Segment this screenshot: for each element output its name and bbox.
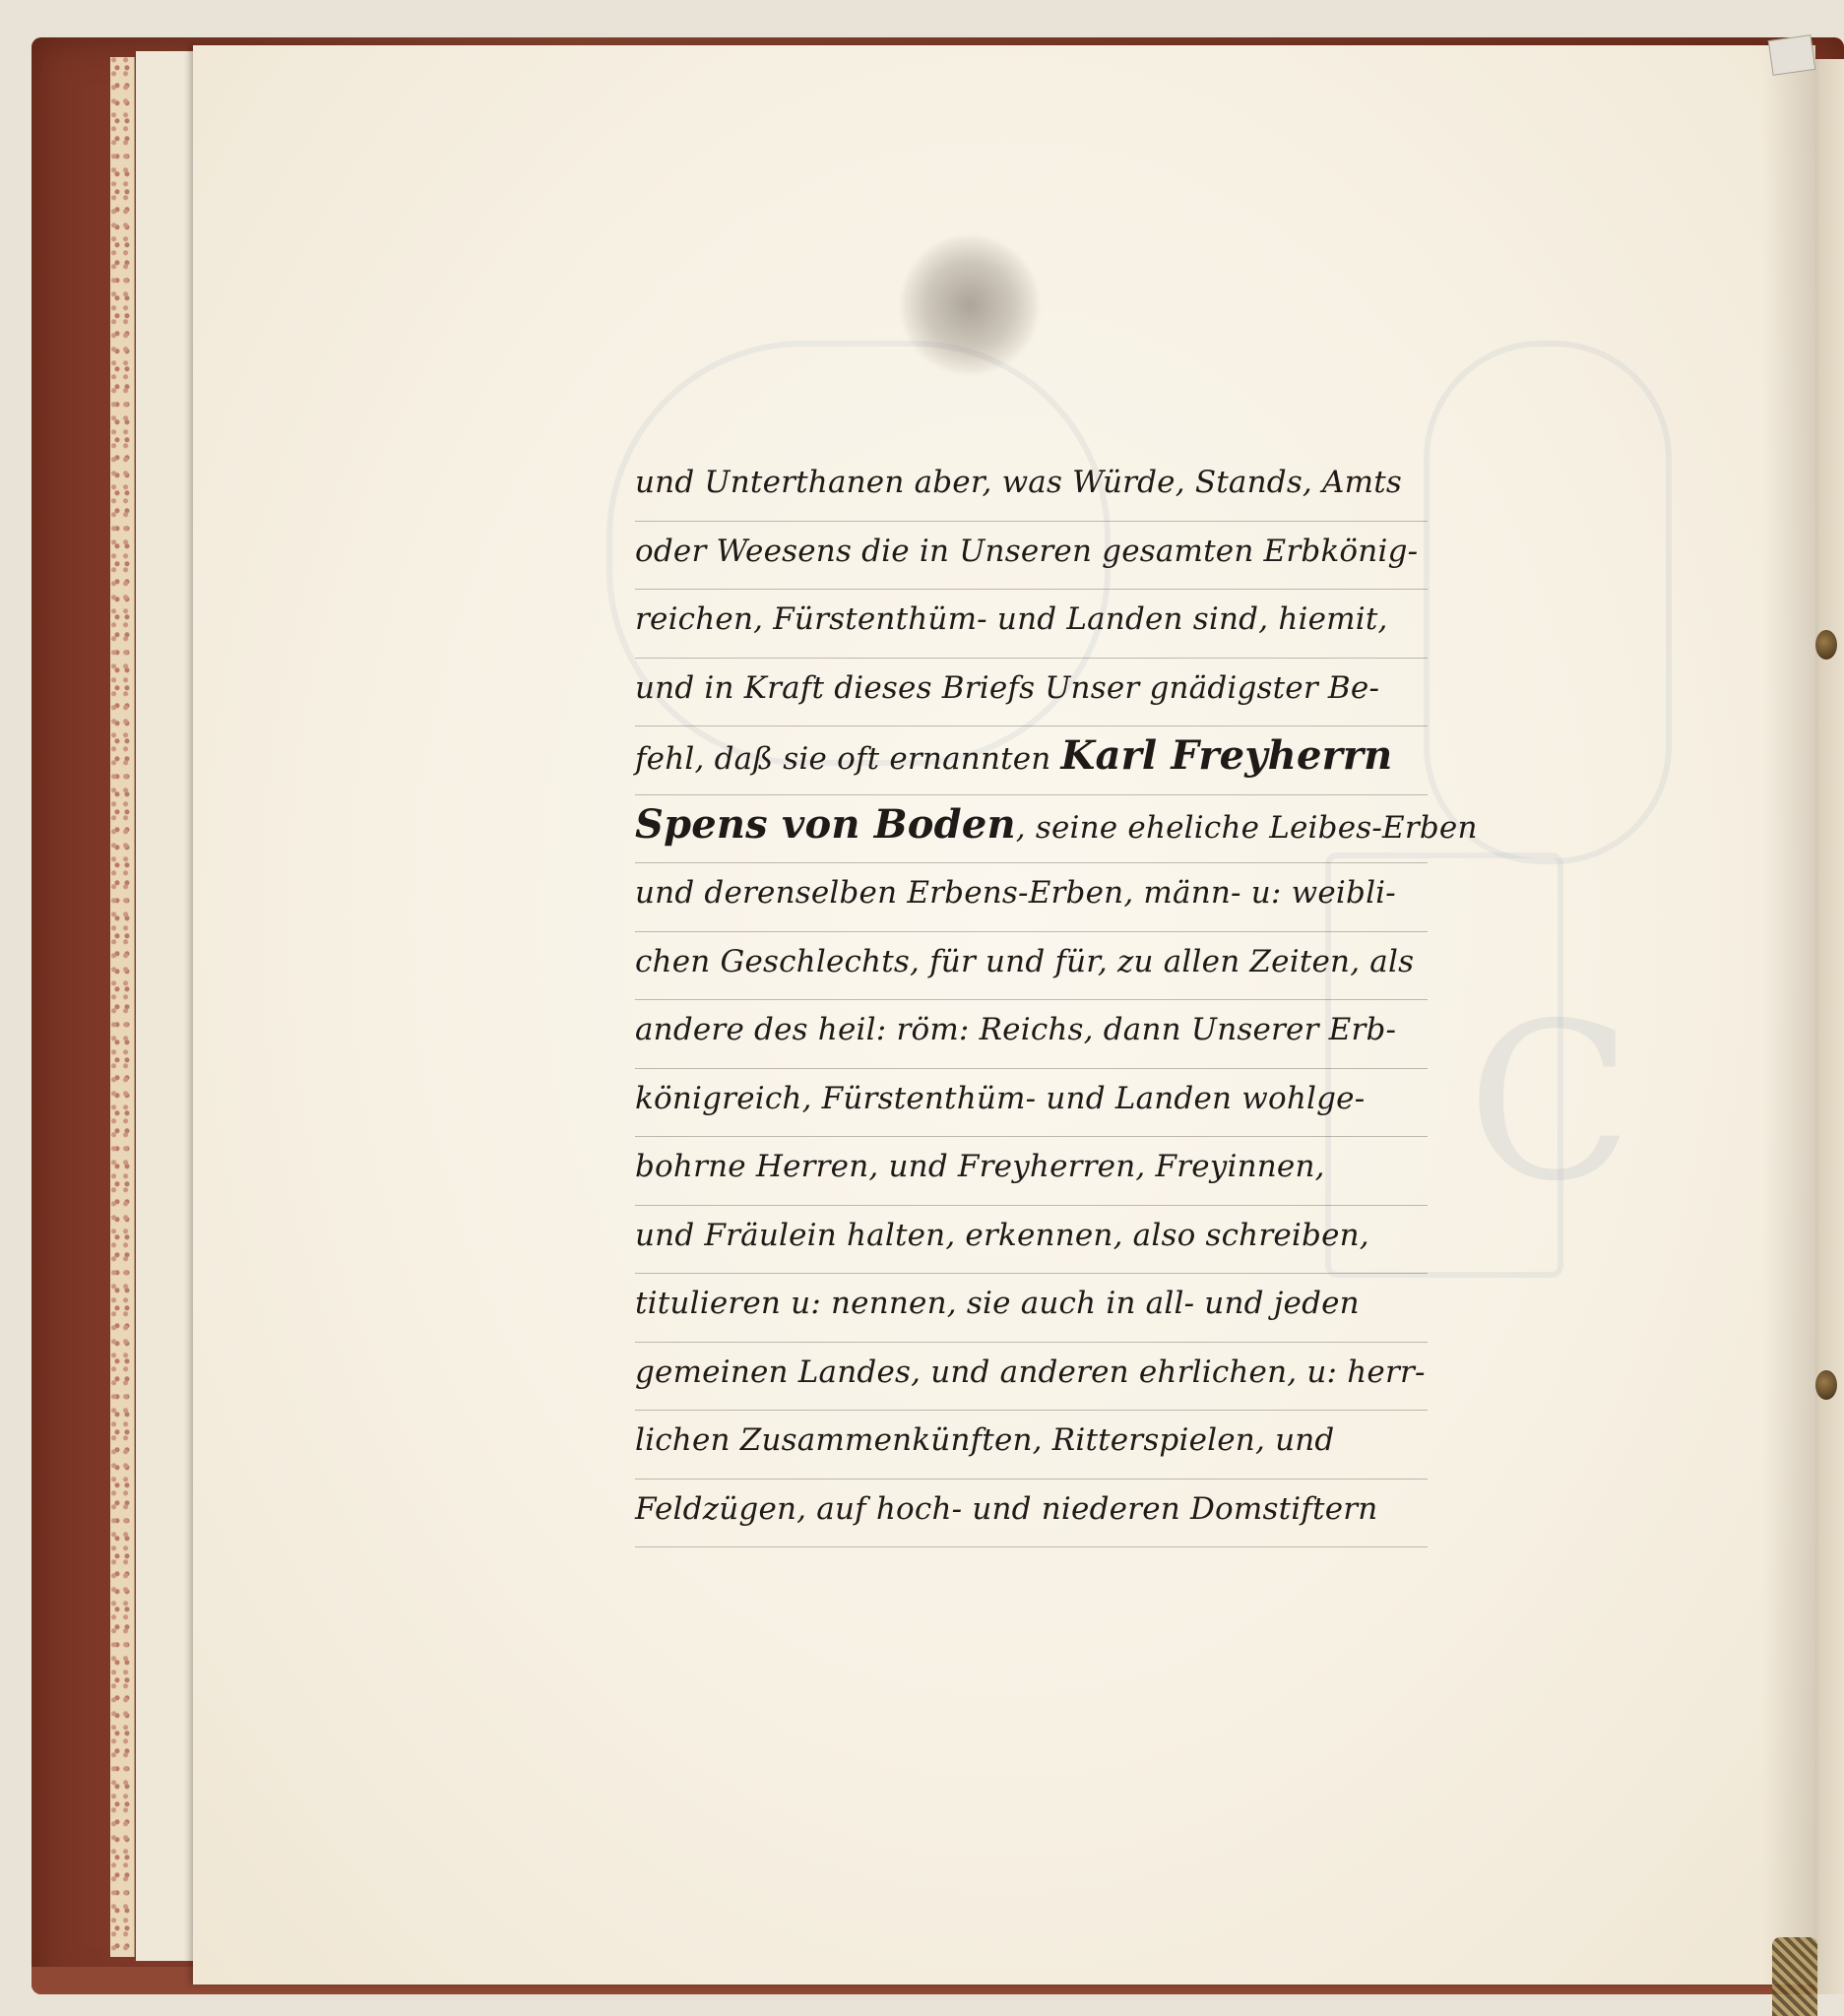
text-line: bohrne Herren, und Freyherren, Freyinnen, bbox=[635, 1137, 1428, 1206]
text-line: chen Geschlechts, für und für, zu allen Zeiten, als bbox=[635, 932, 1428, 1001]
text-line: andere des heil: röm: Reichs, dann Unserer Erb- bbox=[635, 1000, 1428, 1069]
manuscript-text-block bbox=[635, 453, 1478, 1547]
facing-page-edge bbox=[1815, 59, 1844, 1994]
page-gutter-shadow bbox=[1762, 45, 1815, 1984]
text-line: gemeinen Landes, und anderen ehrlichen, u: herr- bbox=[635, 1343, 1428, 1412]
text-line: und Fräulein halten, erkennen, also schreiben, bbox=[635, 1206, 1428, 1275]
bleed-through-initial-icon: C bbox=[1467, 976, 1633, 1228]
name-karl-freyherrn: Karl Freyherrn bbox=[1060, 732, 1393, 779]
text-line-part: , seine eheliche Leibes-Erben bbox=[1015, 809, 1478, 846]
ink-stain bbox=[901, 236, 1039, 374]
page-edge bbox=[156, 51, 170, 1961]
name-spens-von-boden: Spens von Boden bbox=[635, 800, 1016, 848]
text-line bbox=[635, 795, 1478, 864]
text-line: reichen, Fürstenthüm- und Landen sind, hiemit, bbox=[635, 590, 1428, 659]
text-line: oder Weesens die in Unseren gesamten Erbkönig- bbox=[635, 522, 1428, 591]
clasp-icon bbox=[1815, 630, 1837, 660]
page-edge bbox=[136, 51, 157, 1961]
bookmark-ribbon bbox=[1772, 1937, 1817, 2016]
text-line: lichen Zusammenkünften, Ritterspielen, und bbox=[635, 1411, 1428, 1480]
text-line-part: fehl, daß sie oft ernannten bbox=[635, 741, 1051, 777]
corner-tab bbox=[1768, 34, 1816, 76]
text-line: und in Kraft dieses Briefs Unser gnädigster Be- bbox=[635, 659, 1428, 727]
text-line: und derenselben Erbens-Erben, männ- u: weibli- bbox=[635, 863, 1428, 932]
marbled-endpaper bbox=[110, 57, 135, 1957]
text-line: titulieren u: nennen, sie auch in all- und jeden bbox=[635, 1274, 1428, 1343]
text-line: Feldzügen, auf hoch- und niederen Domstiftern bbox=[635, 1480, 1428, 1548]
text-line bbox=[635, 726, 1428, 795]
bleed-through-ornament bbox=[1424, 341, 1672, 864]
text-line: königreich, Fürstenthüm- und Landen wohlge- bbox=[635, 1069, 1428, 1138]
clasp-icon bbox=[1815, 1370, 1837, 1400]
text-line: und Unterthanen aber, was Würde, Stands, Amts bbox=[635, 453, 1428, 522]
